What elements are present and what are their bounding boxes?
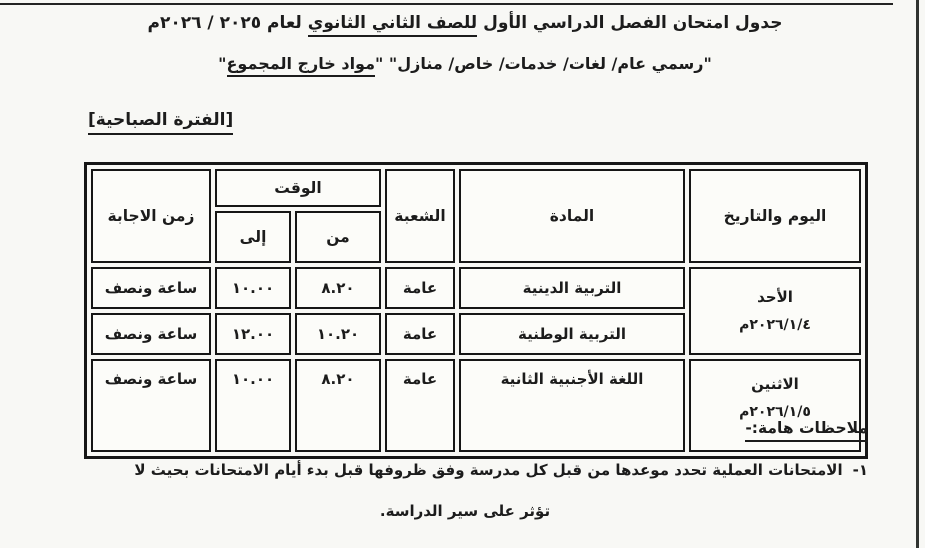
header-row-1 [91,169,861,207]
day-name: الأحد [757,287,793,306]
subject-cell: اللغة الأجنبية الثانية [459,359,685,452]
note-item-text-line2: تؤثر على سير الدراسة. [379,502,551,520]
period-section-header [88,110,233,130]
notes-heading [745,419,868,437]
header-day-date: اليوم والتاريخ [689,169,861,263]
title-text-pre: جدول امتحان الفصل الدراسي الأول [477,13,783,33]
subject-cell: التربية الدينية [459,267,685,309]
note-item-1-continuation [15,502,915,520]
header-answer-time: زمن الاجابة [91,169,211,263]
exam-schedule-table [84,162,868,459]
branch-cell: عامة [385,359,455,452]
note-item-text-line1: الامتحانات العملية تحدد موعدها من قبل كل مدرسة وفق ظروفها قبل بدء أيام الامتحانات بحيث لا [134,461,843,479]
branch-cell: عامة [385,267,455,309]
time-to-cell: ١٠.٠٠ [215,359,291,452]
top-frame-rule [0,3,893,5]
time-from-cell: ٨.٢٠ [295,359,381,452]
table-row [91,267,861,309]
title-text-post: لعام ٢٠٢٥ / ٢٠٢٦م [147,13,308,33]
header-time: الوقت [215,169,381,207]
answer-time-cell: ساعة ونصف [91,313,211,355]
header-time-to: إلى [215,211,291,263]
page-subtitle [15,54,915,73]
right-frame-rule [916,0,919,548]
day-date-cell [689,267,861,355]
branch-cell: عامة [385,313,455,355]
day-date: ٢٠٢٦/١/٤م [739,316,811,333]
answer-time-cell: ساعة ونصف [91,267,211,309]
day-date: ٢٠٢٦/١/٥م [739,404,811,421]
time-from-cell: ٨.٢٠ [295,267,381,309]
time-to-cell: ١٠.٠٠ [215,267,291,309]
answer-time-cell: ساعة ونصف [91,359,211,452]
header-branch: الشعبة [385,169,455,263]
time-from-cell: ١٠.٢٠ [295,313,381,355]
note-item-number: ١- [852,461,868,479]
time-to-cell: ١٢.٠٠ [215,313,291,355]
subtitle-text-pre: "رسمي عام/ لغات/ خدمات/ خاص/ منازل" " [375,54,712,73]
subject-cell: التربية الوطنية [459,313,685,355]
header-time-from: من [295,211,381,263]
period-section-header-text: [الفترة الصباحية] [88,110,233,135]
note-item-1 [58,461,868,479]
subtitle-text-underlined: مواد خارج المجموع [227,54,376,77]
subtitle-text-post: " [218,54,227,73]
title-text-underlined: للصف الثاني الثانوي [308,13,477,37]
page-title [15,13,915,33]
notes-heading-text: ملاحظات هامة:- [745,419,868,442]
day-name: الاثنين [751,375,799,393]
header-subject: المادة [459,169,685,263]
